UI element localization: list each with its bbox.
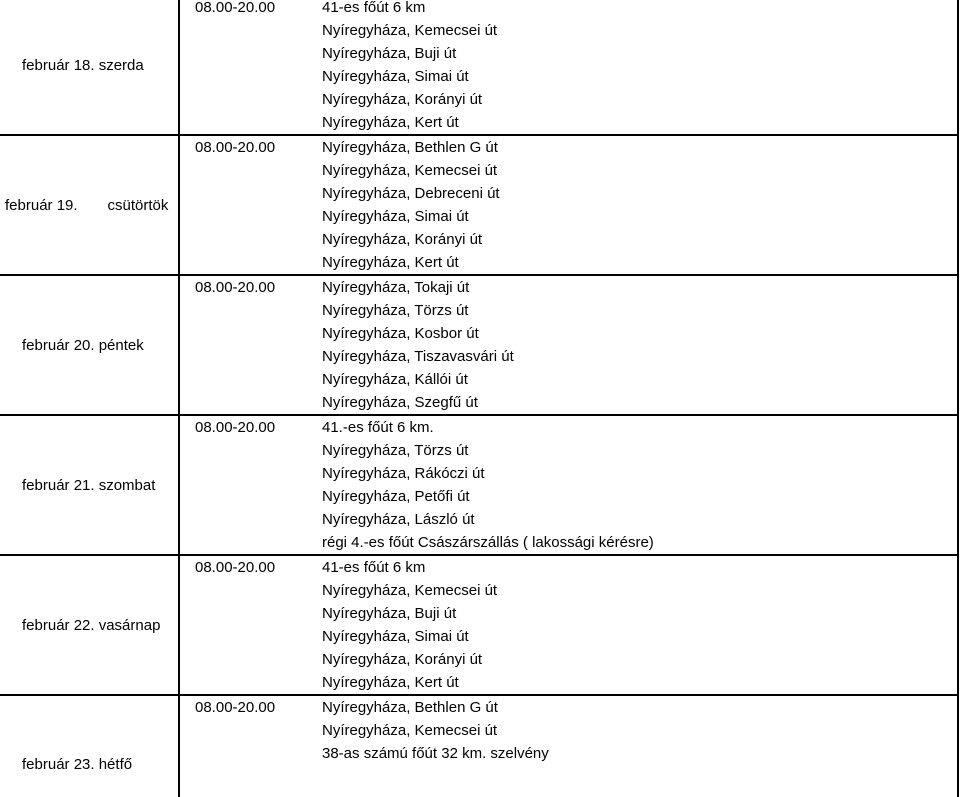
location-cell: Nyíregyháza, Szegfű út bbox=[320, 391, 958, 415]
location-cell: régi 4.-es főút Császárszállás ( lakossági kérésre) bbox=[320, 531, 958, 555]
location-cell: 41.-es főút 6 km. bbox=[320, 415, 958, 439]
time-cell: 08.00-20.00 bbox=[179, 0, 320, 19]
location-cell: Nyíregyháza, Korányi út bbox=[320, 648, 958, 671]
time-cell: 08.00-20.00 bbox=[179, 135, 320, 159]
location-cell: 38-as számú főút 32 km. szelvény bbox=[320, 742, 958, 765]
location-cell: Nyíregyháza, Simai út bbox=[320, 65, 958, 88]
location-cell: 41-es főút 6 km bbox=[320, 555, 958, 579]
table-row bbox=[0, 275, 958, 299]
day-date: február 19. bbox=[5, 196, 78, 214]
location-cell: Nyíregyháza, Tokaji út bbox=[320, 275, 958, 299]
location-cell: Nyíregyháza, Debreceni út bbox=[320, 182, 958, 205]
location-cell: Nyíregyháza, Törzs út bbox=[320, 299, 958, 322]
location-cell: Nyíregyháza, Kosbor út bbox=[320, 322, 958, 345]
location-cell: Nyíregyháza, László út bbox=[320, 508, 958, 531]
location-cell: Nyíregyháza, Buji út bbox=[320, 602, 958, 625]
location-cell: Nyíregyháza, Kert út bbox=[320, 111, 958, 135]
day-cell bbox=[0, 135, 179, 275]
location-cell: Nyíregyháza, Simai út bbox=[320, 205, 958, 228]
location-cell: Nyíregyháza, Petőfi út bbox=[320, 485, 958, 508]
table-row bbox=[0, 0, 958, 19]
location-cell: Nyíregyháza, Kemecsei út bbox=[320, 719, 958, 742]
table-row bbox=[0, 415, 958, 439]
time-cell: 08.00-20.00 bbox=[179, 555, 320, 579]
day-cell: február 23. hétfő bbox=[0, 695, 179, 797]
location-cell: Nyíregyháza, Simai út bbox=[320, 625, 958, 648]
location-cell: Nyíregyháza, Kemecsei út bbox=[320, 159, 958, 182]
day-cell: február 22. vasárnap bbox=[0, 555, 179, 695]
location-cell: Nyíregyháza, Kemecsei út bbox=[320, 579, 958, 602]
location-cell: Nyíregyháza, Tiszavasvári út bbox=[320, 345, 958, 368]
location-cell: Nyíregyháza, Rákóczi út bbox=[320, 462, 958, 485]
location-cell: Nyíregyháza, Kemecsei út bbox=[320, 19, 958, 42]
location-cell: Nyíregyháza, Bethlen G út bbox=[320, 695, 958, 719]
table-row bbox=[0, 135, 958, 159]
day-cell: február 21. szombat bbox=[0, 415, 179, 555]
location-cell: Nyíregyháza, Kállói út bbox=[320, 368, 958, 391]
day-cell: február 18. szerda bbox=[0, 0, 179, 135]
location-cell: Nyíregyháza, Bethlen G út bbox=[320, 135, 958, 159]
time-cell: 08.00-20.00 bbox=[179, 695, 320, 719]
table-row bbox=[0, 695, 958, 719]
time-cell: 08.00-20.00 bbox=[179, 275, 320, 299]
location-cell: Nyíregyháza, Kert út bbox=[320, 251, 958, 275]
day-weekday: csütörtök bbox=[107, 196, 169, 214]
location-cell: Nyíregyháza, Korányi út bbox=[320, 228, 958, 251]
location-cell: Nyíregyháza, Törzs út bbox=[320, 439, 958, 462]
table-row bbox=[0, 555, 958, 579]
location-cell: Nyíregyháza, Kert út bbox=[320, 671, 958, 695]
location-cell: Nyíregyháza, Buji út bbox=[320, 42, 958, 65]
location-cell: 41-es főút 6 km bbox=[320, 0, 958, 19]
time-cell: 08.00-20.00 bbox=[179, 415, 320, 439]
day-cell: február 20. péntek bbox=[0, 275, 179, 415]
location-cell: Nyíregyháza, Korányi út bbox=[320, 88, 958, 111]
